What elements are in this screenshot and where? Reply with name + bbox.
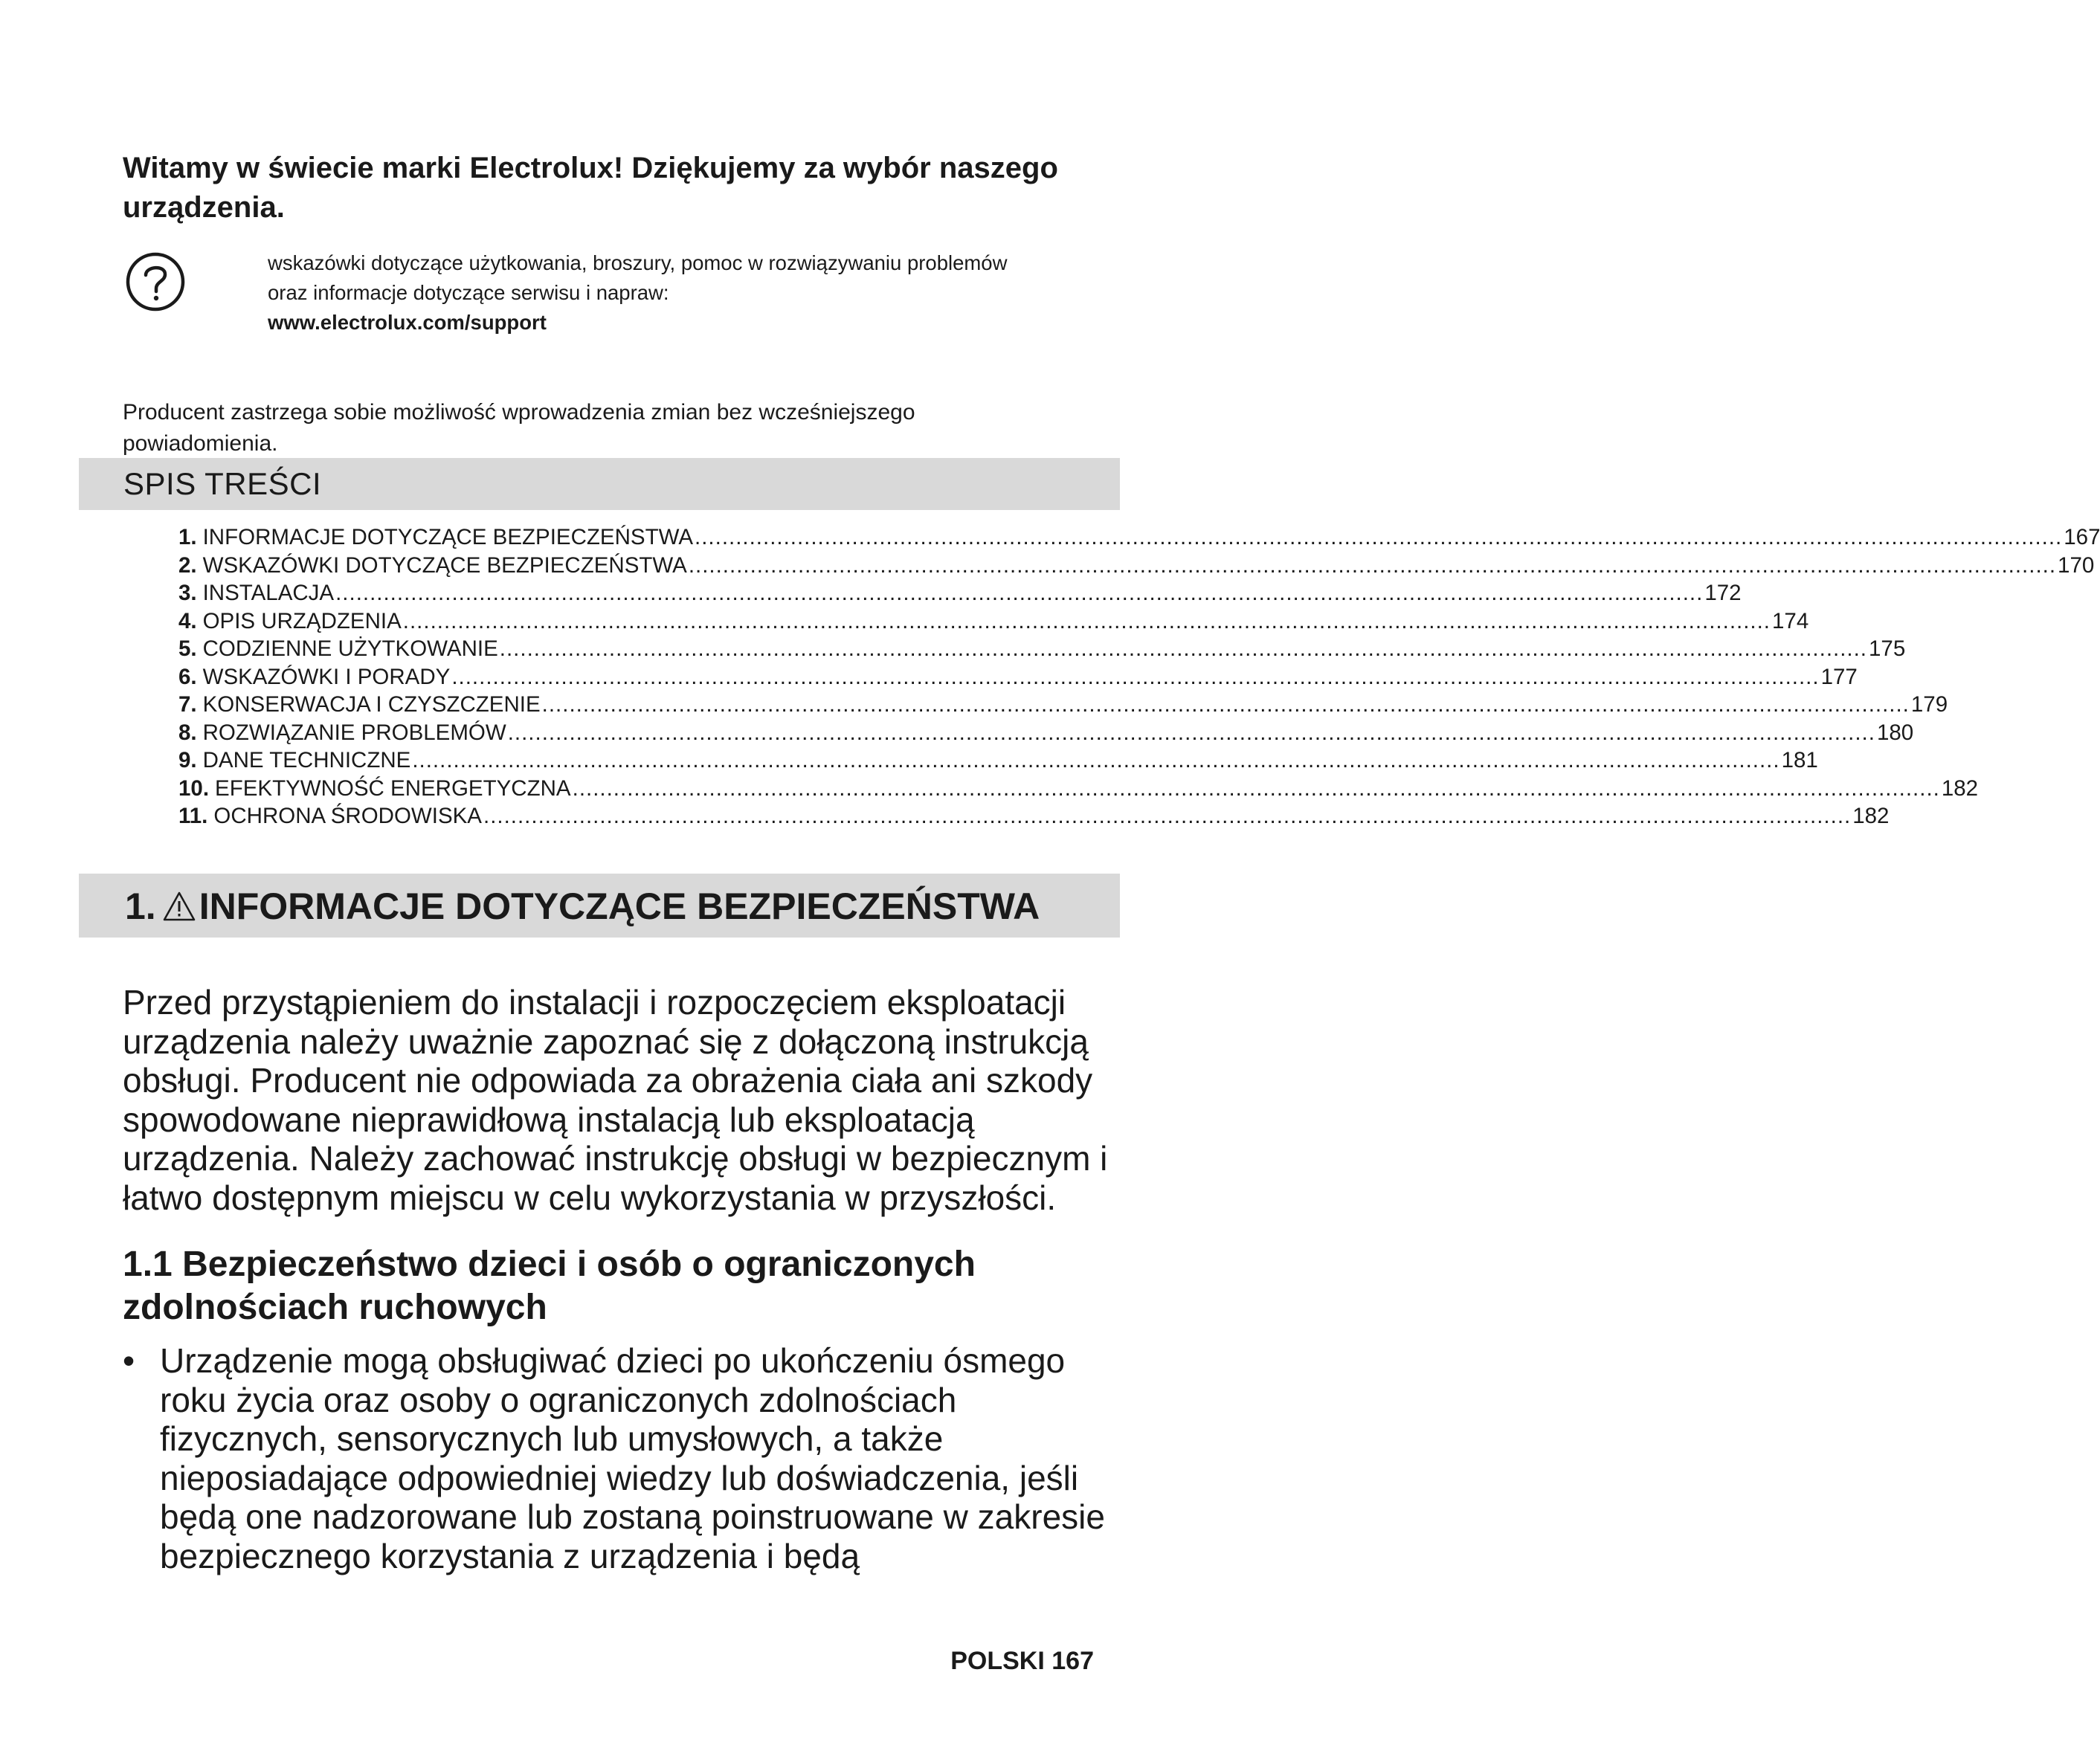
toc-entry-number: 1.	[178, 525, 197, 549]
list-item	[123, 1341, 1112, 1575]
welcome-heading: Witamy w świecie marki Electrolux! Dziękujemy za wybór naszego urządzenia.	[123, 152, 1058, 224]
toc-entry-number: 5.	[178, 636, 197, 661]
toc-entry[interactable]	[178, 523, 2100, 552]
footer-language: POLSKI	[950, 1647, 1045, 1675]
toc-entry-page: 170	[2058, 552, 2095, 578]
bullet-text: Urządzenie mogą obsługiwać dzieci po ukończeniu ósmego roku życia oraz osoby o ograniczonych zdolnościach fizycznych, sensorycznych lub umysłowych, a także nieposiadające odpowiedniej wiedzy lub doświadczenia, jeśli będą one nadzorowane lub zostaną poinstruowane w zakresie bezpiecznego korzystania z urządzenia i będą	[160, 1341, 1105, 1575]
toc-entry-page: 182	[1941, 775, 1979, 801]
section-number: 1.	[125, 885, 156, 927]
toc-entry[interactable]	[178, 802, 1890, 830]
toc-entry-title: OCHRONA ŚRODOWISKA	[213, 804, 482, 828]
toc-entry[interactable]	[178, 663, 1858, 691]
toc-entry-title: DANE TECHNICZNE	[202, 748, 411, 772]
toc-entry-number: 7.	[178, 692, 197, 717]
toc-entry-number: 6.	[178, 664, 197, 689]
toc-entry-title: EFEKTYWNOŚĆ ENERGETYCZNA	[215, 775, 571, 801]
toc-entry-title: WSKAZÓWKI DOTYCZĄCE BEZPIECZEŃSTWA	[202, 552, 687, 578]
support-line-2: oraz informacje dotyczące serwisu i napraw:	[268, 281, 669, 304]
toc-entry-number: 10.	[178, 775, 210, 801]
toc-entry-leader: ........................................................................................................................................................................................................	[572, 775, 1940, 801]
toc-entry-leader: ........................................................................................................................................................................................................	[412, 748, 1780, 772]
toc-entry[interactable]	[178, 579, 1742, 607]
support-link[interactable]: www.electrolux.com/support	[268, 311, 547, 334]
support-line-1: wskazówki dotyczące użytkowania, broszury, pomoc w rozwiązywaniu problemów	[268, 251, 1008, 274]
toc-entry-page: 181	[1781, 748, 1818, 772]
toc-entry-number: 9.	[178, 748, 197, 772]
toc-entry[interactable]	[178, 775, 1979, 803]
toc-entry-leader: ........................................................................................................................................................................................................	[483, 804, 1852, 828]
support-info	[268, 248, 1123, 338]
warning-triangle-icon	[162, 890, 196, 923]
toc-entry-number: 4.	[178, 608, 197, 633]
toc-entry-title: OPIS URZĄDZENIA	[202, 608, 402, 633]
toc-entry-number: 11.	[178, 804, 208, 828]
toc-entry-number: 8.	[178, 720, 197, 745]
toc-entry-page: 174	[1772, 608, 1809, 633]
toc-entry-page: 179	[1910, 692, 1948, 717]
toc-entry-title: CODZIENNE UŻYTKOWANIE	[202, 636, 498, 661]
toc-entry[interactable]	[178, 746, 1818, 775]
toc-entry-leader: ........................................................................................................................................................................................................	[335, 581, 1704, 605]
toc-entry[interactable]	[178, 691, 1948, 719]
safety-intro-paragraph: Przed przystąpieniem do instalacji i rozpoczęciem eksploatacji urządzenia należy uważnie zapoznać się z dołączoną instrukcją obsługi. Producent nie odpowiada za obrażenia ciała ani szkody spowodowane nieprawidłową instalacją lub eksploatacją urządzenia. Należy zachować instrukcję obsługi w bezpiecznym i łatwo dostępnym miejscu w celu wykorzystania w przyszłości.	[123, 983, 1108, 1217]
question-circle-icon	[125, 251, 186, 312]
toc-entry[interactable]	[178, 607, 1809, 636]
toc-entry-page: 172	[1704, 581, 1742, 605]
toc-entry-page: 182	[1852, 804, 1890, 828]
toc-entry-title: ROZWIĄZANIE PROBLEMÓW	[202, 720, 506, 745]
toc-entry-leader: ........................................................................................................................................................................................................	[688, 552, 2057, 578]
toc-entry[interactable]	[178, 635, 1906, 663]
toc-entry-leader: ........................................................................................................................................................................................................	[507, 720, 1875, 745]
toc-entry-page: 177	[1820, 664, 1858, 689]
bullet-dot: •	[123, 1341, 135, 1380]
toc-entry[interactable]	[178, 719, 1914, 747]
toc-entry-leader: ........................................................................................................................................................................................................	[695, 525, 2063, 549]
toc-entry-leader: ........................................................................................................................................................................................................	[499, 636, 1867, 661]
safety-bullet-list	[123, 1341, 1112, 1575]
toc-entry-page: 167	[2064, 525, 2100, 549]
footer-page-number: 167	[1051, 1647, 1094, 1675]
toc-header	[79, 458, 1120, 510]
disclaimer-text: Producent zastrzega sobie możliwość wprowadzenia zmian bez wcześniejszego powiadomienia.	[123, 400, 915, 456]
subsection-title: 1.1 Bezpieczeństwo dzieci i osób o ograniczonych zdolnościach ruchowych	[123, 1245, 976, 1327]
toc-entry-leader: ........................................................................................................................................................................................................	[541, 692, 1910, 717]
toc-title: SPIS TREŚCI	[123, 466, 322, 501]
toc-entry-title: WSKAZÓWKI I PORADY	[202, 664, 451, 689]
toc-entry-page: 175	[1869, 636, 1906, 661]
section-1-header	[79, 874, 1120, 938]
table-of-contents	[178, 523, 2100, 830]
toc-entry-leader: ........................................................................................................................................................................................................	[402, 608, 1771, 633]
page-footer	[950, 1646, 1094, 1676]
toc-entry-title: INFORMACJE DOTYCZĄCE BEZPIECZEŃSTWA	[202, 525, 694, 549]
toc-entry-number: 2.	[178, 552, 197, 578]
section-title: INFORMACJE DOTYCZĄCE BEZPIECZEŃSTWA	[199, 885, 1040, 927]
toc-entry-leader: ........................................................................................................................................................................................................	[451, 664, 1820, 689]
toc-entry-number: 3.	[178, 581, 197, 605]
toc-entry-page: 180	[1876, 720, 1914, 745]
toc-entry-title: INSTALACJA	[202, 581, 335, 605]
toc-entry[interactable]	[178, 552, 2095, 580]
toc-entry-title: KONSERWACJA I CZYSZCZENIE	[202, 692, 541, 717]
